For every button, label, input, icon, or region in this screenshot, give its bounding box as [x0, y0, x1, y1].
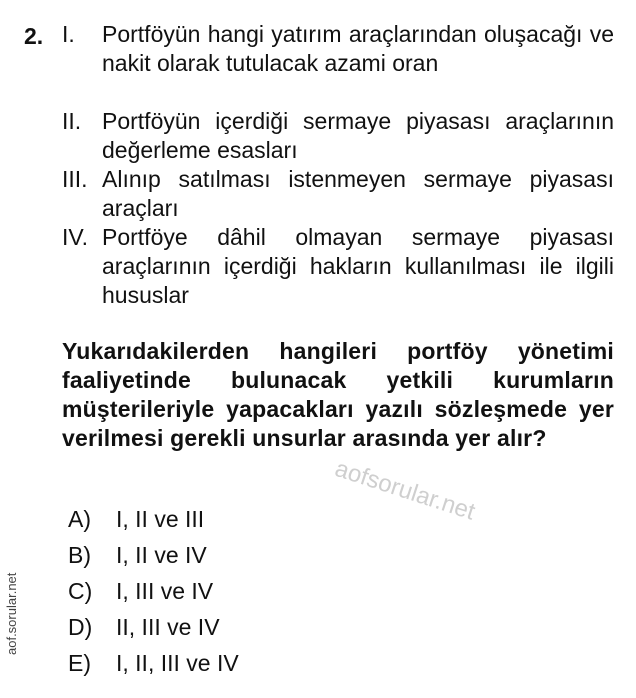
- statement-1: [62, 20, 614, 78]
- statement-numeral: III.: [62, 166, 88, 192]
- statement-4: [62, 223, 614, 310]
- option-c[interactable]: [68, 577, 239, 613]
- statement-numeral: I.: [62, 21, 75, 47]
- option-text: I, II ve III: [116, 506, 205, 532]
- option-letter: A): [68, 506, 91, 532]
- option-letter: B): [68, 542, 91, 568]
- answer-options: [68, 505, 239, 685]
- option-d[interactable]: [68, 613, 239, 649]
- statement-text: Alınıp satılması istenmeyen sermaye piyasası araçları: [102, 166, 614, 221]
- option-letter: D): [68, 614, 93, 640]
- option-text: I, II, III ve IV: [116, 650, 239, 676]
- statement-text: Portföyün hangi yatırım araçlarından oluşacağı ve nakit olarak tutulacak azami oran: [102, 21, 614, 76]
- side-site-label: aof.sorular.net: [4, 572, 19, 655]
- statement-text: Portföyün içerdiği sermaye piyasası araçlarının değerleme esasları: [102, 108, 614, 163]
- option-text: I, III ve IV: [116, 578, 214, 604]
- option-text: II, III ve IV: [116, 614, 220, 640]
- statement-numeral: II.: [62, 108, 82, 134]
- option-letter: C): [68, 578, 93, 604]
- option-a[interactable]: [68, 505, 239, 541]
- statement-numeral: IV.: [62, 224, 89, 250]
- question-stem: Yukarıdakilerden hangileri portföy yönetimi faaliyetinde bulunacak yetkili kurumların müşterileriyle yapacakları yazılı sözleşmede yer verilmesi gerekli unsurlar arasında yer alır?: [62, 338, 614, 451]
- statement-3: [62, 165, 614, 223]
- statement-2: [62, 107, 614, 165]
- option-letter: E): [68, 650, 91, 676]
- option-text: I, II ve IV: [116, 542, 207, 568]
- option-b[interactable]: [68, 541, 239, 577]
- statement-text: Portföye dâhil olmayan sermaye piyasası araçlarının içerdiği hakların kullanılması ile ilgili hususlar: [102, 224, 614, 308]
- watermark: aofsorular.net: [331, 455, 479, 526]
- option-e[interactable]: [68, 649, 239, 685]
- question-number: 2.: [24, 23, 44, 49]
